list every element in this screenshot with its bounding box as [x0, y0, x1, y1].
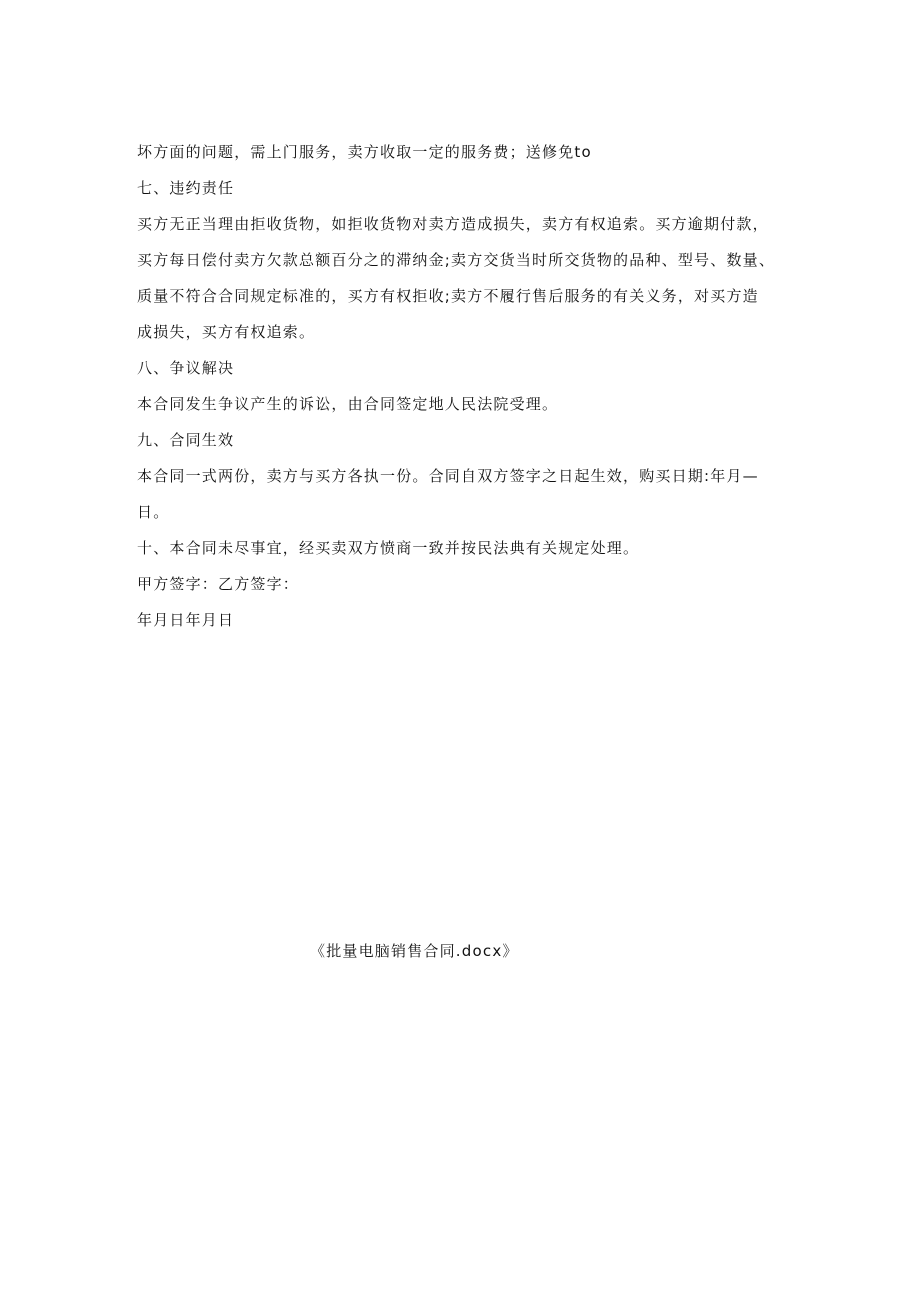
text-line-breach-3: 质量不符合合同规定标准的，买方有权拒收;卖方不履行售后服务的有关义务，对买方造 — [137, 287, 759, 305]
signature-line: 甲方签字：乙方签字： — [137, 575, 300, 593]
heading-breach-liability: 七、违约责任 — [137, 179, 235, 197]
text-line-breach-1: 买方无正当理由拒收货物，如拒收货物对卖方造成损失，卖方有权追索。买方逾期付款， — [137, 215, 769, 233]
contract-body — [137, 134, 802, 638]
text-line-breach-2: 买方每日偿付卖方欠款总额百分之的滞纳金;卖方交货当时所交货物的品种、型号、数量、 — [137, 251, 776, 269]
text-line-dispute: 本合同发生争议产生的诉讼，由合同签定地人民法院受理。 — [137, 395, 559, 413]
text-line-breach-4: 成损失，买方有权追索。 — [137, 323, 316, 341]
heading-contract-effect: 九、合同生效 — [137, 431, 235, 449]
text-line-misc: 十、本合同未尽事宜，经买卖双方愤商一致并按民法典有关规定处理。 — [137, 539, 640, 557]
text-line-effect-2: 日。 — [137, 503, 170, 521]
heading-dispute-resolution: 八、争议解决 — [137, 359, 235, 377]
date-line: 年月日年月日 — [137, 611, 235, 629]
document-filename-footer: 《批量电脑销售合同.docx》 — [310, 942, 519, 960]
text-line-effect-1: 本合同一式两份，卖方与买方各执一份。合同自双方签字之日起生效，购买日期:年月— — [137, 467, 759, 485]
text-line-service-fee: 坏方面的问题，需上门服务，卖方收取一定的服务费；送修免to — [137, 143, 592, 161]
